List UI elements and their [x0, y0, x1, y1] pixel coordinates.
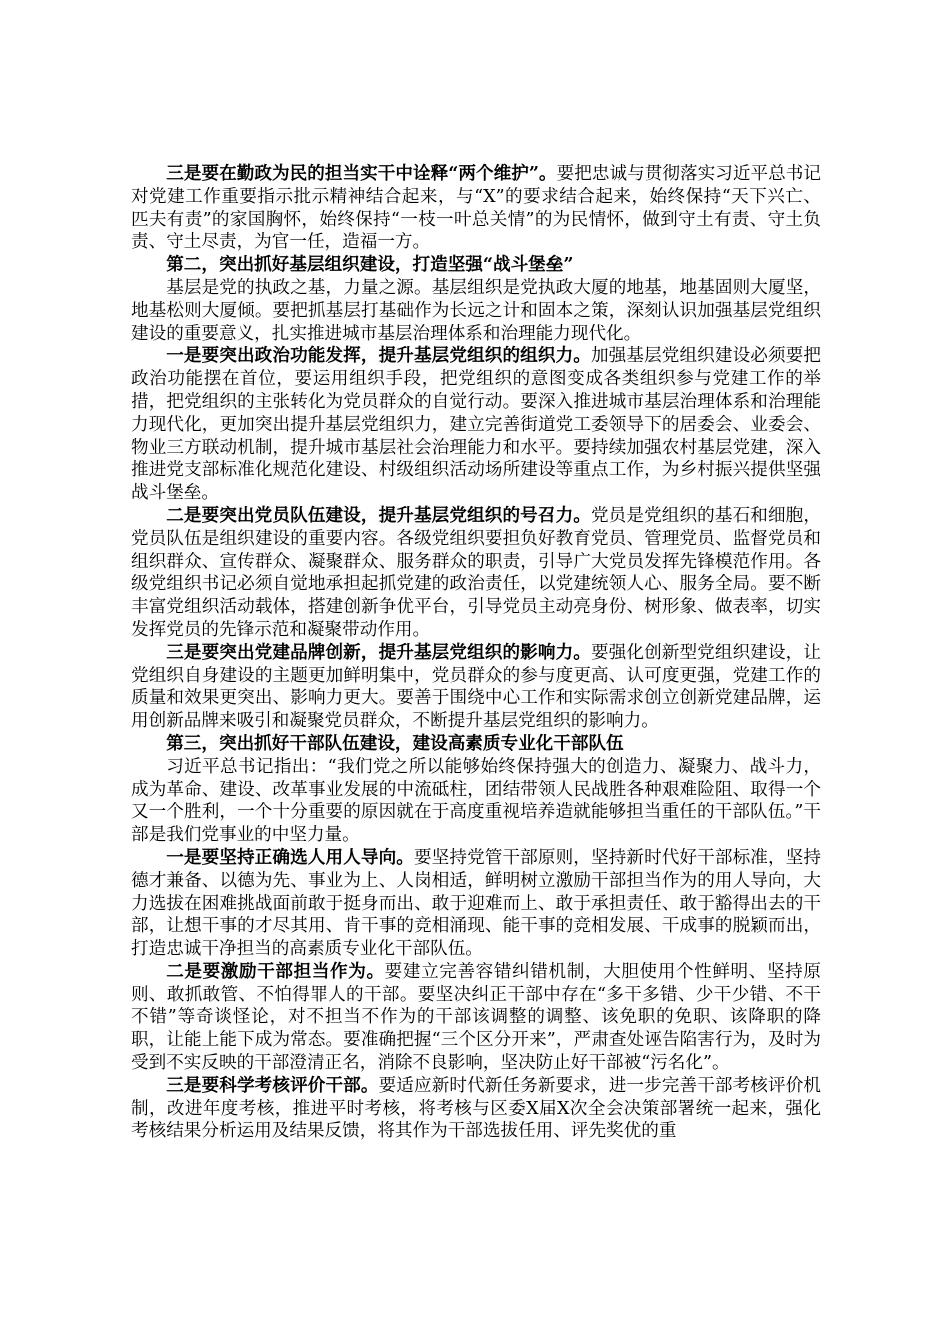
paragraph-lead: 二是要激励干部担当作为。 — [166, 960, 385, 982]
paragraph-text: 加强基层党组织建设必须要把政治功能摆在首位，要运用组织手段，把党组织的意图变成各类组织参与党建工作的举措，把党组织的主张转化为党员群众的自觉行动。要深入推进城市基层治理体系和治理能力现代化，更加突出提升基层党组织力，建立完善街道党工委领导下的居委会、业委会、物业三方联动机制，提升城市基层社会治理能力和水平。要持续加强农村基层党建，深入推进党支部标准化规范化建设、村级组织活动场所建设等重点工作，为乡村振兴提供坚强战斗堡垒。 — [131, 346, 821, 504]
paragraph-6 — [131, 642, 821, 733]
paragraph-lead: 三是要在勤政为民的担当实干中诠释“两个维护”。 — [166, 163, 557, 184]
paragraph-8: 习近平总书记指出：“我们党之所以能够始终保持强大的创造力、凝聚力、战斗力，成为革命、建设、改革事业发展的中流砥柱，团结带领人民战胜各种艰难险阻、取得一个又一个胜利，一个十分重要的原因就在于高度重视培养造就能够担当重任的干部队伍。”干部是我们党事业的中坚力量。 — [131, 756, 821, 846]
paragraph-1 — [131, 163, 821, 254]
paragraph-text: 党员是党组织的基石和细胞，党员队伍是组织建设的重要内容。各级党组织要担负好教育党员、管理党员、监督党员和组织群众、宣传群众、凝聚群众、服务群众的职责，引导广大党员发挥先锋模范作用。各级党组织书记必须自觉地承担起抓党建的政治责任，以党建统领人心、服务全局。要不断丰富党组织活动载体，搭建创新争优平台，引导党员主动亮身份、树形象、做表率，切实发挥党员的先锋示范和凝聚带动作用。 — [131, 505, 821, 640]
section-heading-3: 第三，突出抓好干部队伍建设，建设高素质专业化干部队伍 — [166, 732, 624, 754]
paragraph-lead: 三是要科学考核评价干部。 — [166, 1074, 379, 1096]
paragraph-4 — [131, 345, 821, 505]
paragraph-lead: 一是要坚持正确选人用人导向。 — [166, 846, 414, 868]
paragraph-text: 要强化创新型党组织建设，让党组织自身建设的主题更加鲜明集中，党员群众的参与度更高、认可度更强，党建工作的质量和效果更突出、影响力更大。要善于围绕中心工作和实际需求创立创新党建品牌，运用创新品牌来吸引和凝聚党员群众，不断提升基层党组织的影响力。 — [131, 642, 821, 732]
paragraph-3: 基层是党的执政之基，力量之源。基层组织是党执政大厦的地基，地基固则大厦坚，地基松则大厦倾。要把抓基层打基础作为长远之计和固本之策，深刻认识加强基层党组织建设的重要意义，扎实推进城市基层治理体系和治理能力现代化。 — [131, 277, 821, 344]
paragraph-5 — [131, 505, 821, 642]
paragraph-text: 要适应新时代新任务新要求，进一步完善干部考核评价机制，改进年度考核，推进平时考核，将考核与区委X届X次全会决策部署统一起来，强化考核结果分析运用及结果反馈，将其作为干部选拔任用、评先奖优的重 — [131, 1075, 821, 1142]
section-heading-2: 第二，突出抓好基层组织建设，打造坚强“战斗堡垒” — [166, 254, 574, 276]
paragraph-10 — [131, 961, 821, 1075]
paragraph-lead: 二是要突出党员队伍建设，提升基层党组织的号召力。 — [166, 504, 591, 526]
paragraph-11 — [131, 1075, 821, 1143]
paragraph-9 — [131, 847, 821, 961]
paragraph-lead: 三是要突出党建品牌创新，提升基层党组织的影响力。 — [166, 641, 591, 663]
paragraph-text: 要建立完善容错纠错机制，大胆使用个性鲜明、坚持原则、敢抓敢管、不怕得罪人的干部。要坚决纠正干部中存在“多干多错、少干少错、不干不错”等奇谈怪论，对不担当不作为的干部该调整的调整、该免职的免职、该降职的降职，让能上能下成为常态。要准确把握“三个区分开来”，严肃查处诬告陷害行为，及时为受到不实反映的干部澄清正名，消除不良影响，坚决防止好干部被“污名化”。 — [131, 961, 821, 1074]
paragraph-lead: 一是要突出政治功能发挥，提升基层党组织的组织力。 — [166, 345, 591, 367]
paragraph-text: 要把忠诚与贯彻落实习近平总书记对党建工作重要指示批示精神结合起来，与“X”的要求结合起来，始终保持“天下兴亡、匹夫有责”的家国胸怀，始终保持“一枝一叶总关情”的为民情怀，做到守土有责、守土负责、守土尽责，为官一任，造福一方。 — [131, 164, 821, 253]
paragraph-text: 要坚持党管干部原则，坚持新时代好干部标准，坚持德才兼备、以德为先、事业为上、人岗相适，鲜明树立激励干部担当作为的用人导向，大力选拔在困难挑战面前敢于挺身而出、敢于迎难而上、敢于承担责任、敢于豁得出去的干部，让想干事的才尽其用、肯干事的竞相涌现、能干事的竞相发展、干成事的脱颖而出，打造忠诚干净担当的高素质专业化干部队伍。 — [131, 847, 821, 960]
document-body — [131, 163, 821, 1143]
